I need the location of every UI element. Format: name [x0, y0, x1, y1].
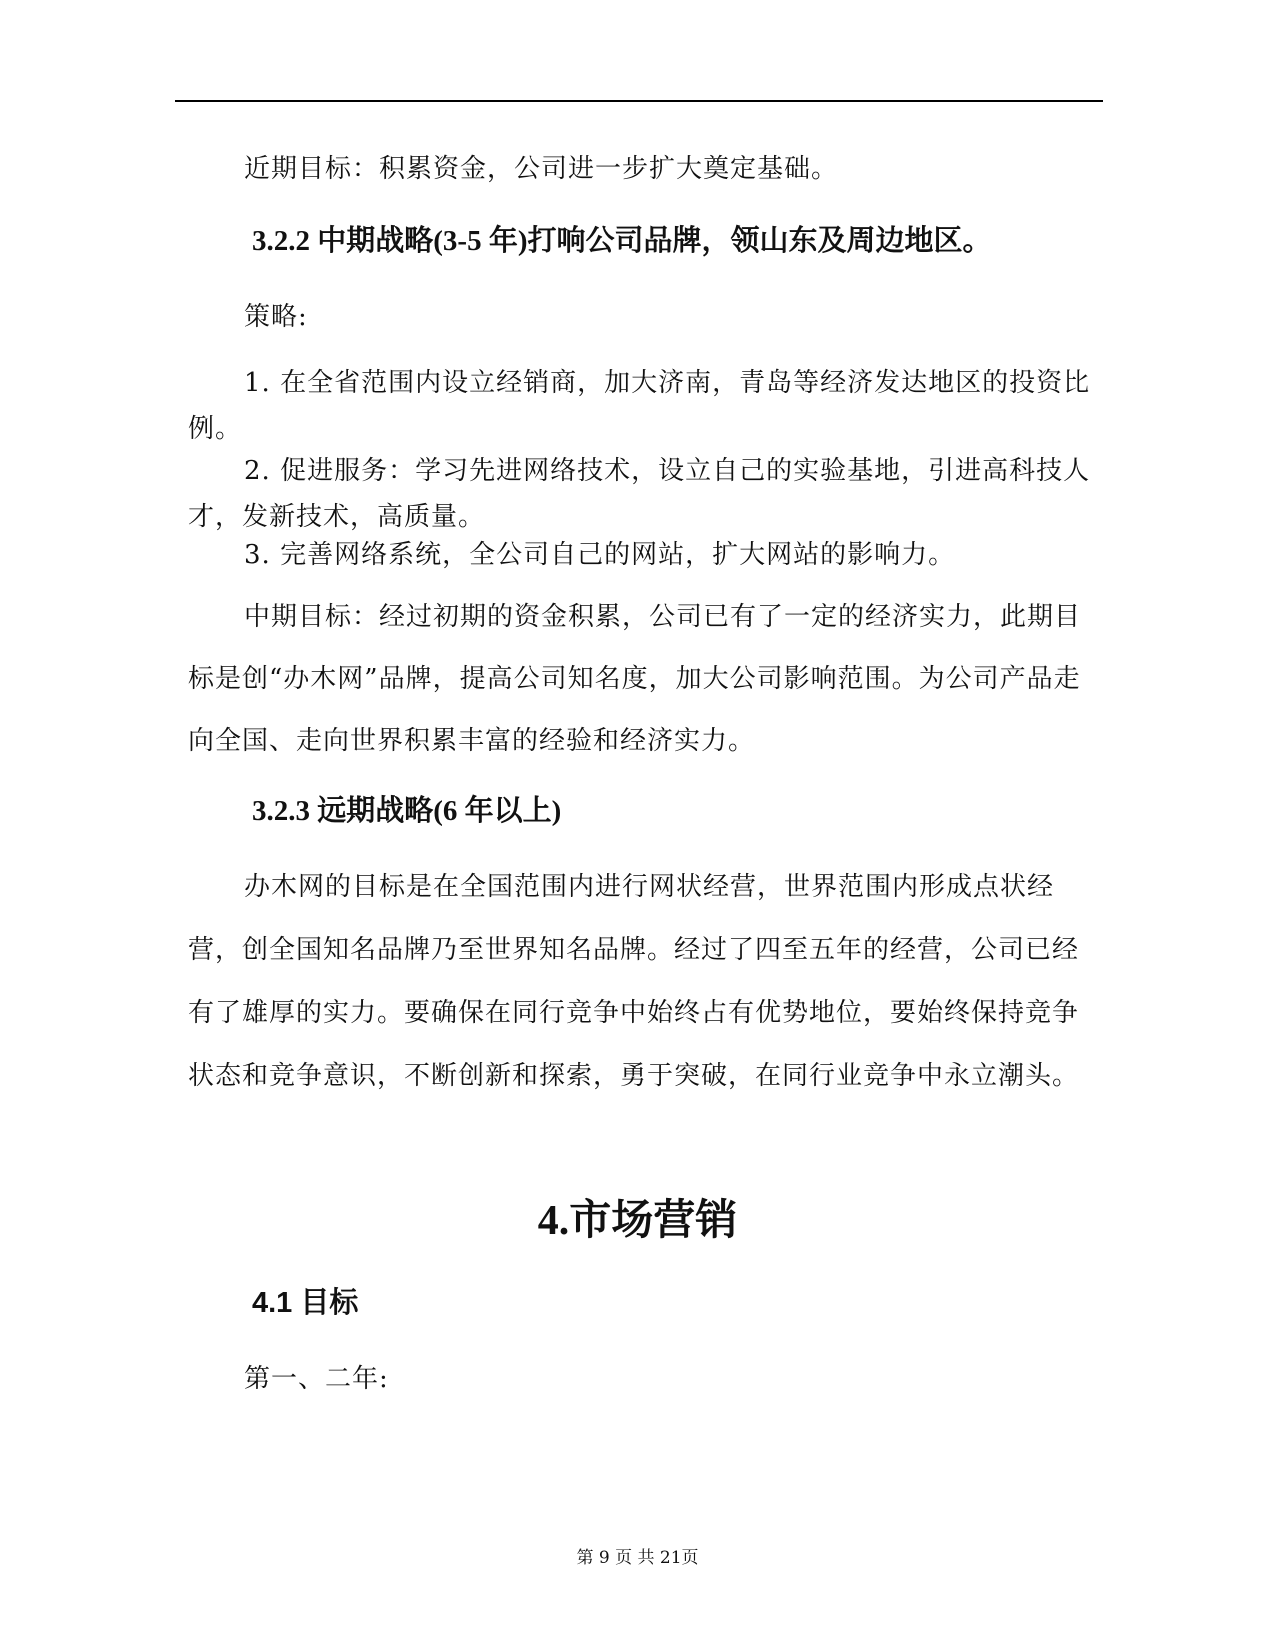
header-rule: [175, 100, 1103, 102]
section-3-2-2-heading: 3.2.2 中期战略(3-5 年)打响公司品牌，领山东及周边地区。: [252, 225, 992, 257]
strategy-label: 策略:: [244, 302, 308, 332]
section-4-1-heading: 4.1 目标: [252, 1287, 359, 1319]
section-3-2-3-heading: 3.2.3 远期战略(6 年以上): [252, 795, 562, 827]
strategy-item-2: 2. 促进服务：学习先进网络技术，设立自己的实验基地，引进高科技人才，发新技术，高质量。: [188, 456, 1091, 532]
chapter-4-heading: 4.市场营销: [537, 1198, 738, 1244]
year-one-two-label: 第一、二年:: [244, 1364, 389, 1394]
strategy-item-3: 3. 完善网络系统，全公司自己的网站，扩大网站的影响力。: [244, 540, 956, 570]
strategy-item-1: 1. 在全省范围内设立经销商，加大济南，青岛等经济发达地区的投资比例。: [188, 368, 1091, 444]
page-number-footer: 第 9 页 共 21页: [576, 1548, 699, 1568]
long-term-strategy-paragraph: 办木网的目标是在全国范围内进行网状经营，世界范围内形成点状经营，创全国知名品牌乃至世界知名品牌。经过了四至五年的经营，公司已经有了雄厚的实力。要确保在同行竞争中始终占有优势地位，要始终保持竞争状态和竞争意识，不断创新和探索，勇于突破，在同行业竞争中永立潮头。: [188, 872, 1080, 1091]
near-term-goal-paragraph: 近期目标：积累资金，公司进一步扩大奠定基础。: [244, 154, 839, 184]
mid-term-goal-paragraph: 中期目标：经过初期的资金积累，公司已有了一定的经济实力，此期目标是创“办木网”品牌，提高公司知名度，加大公司影响范围。为公司产品走向全国、走向世界积累丰富的经验和经济实力。: [188, 602, 1082, 756]
